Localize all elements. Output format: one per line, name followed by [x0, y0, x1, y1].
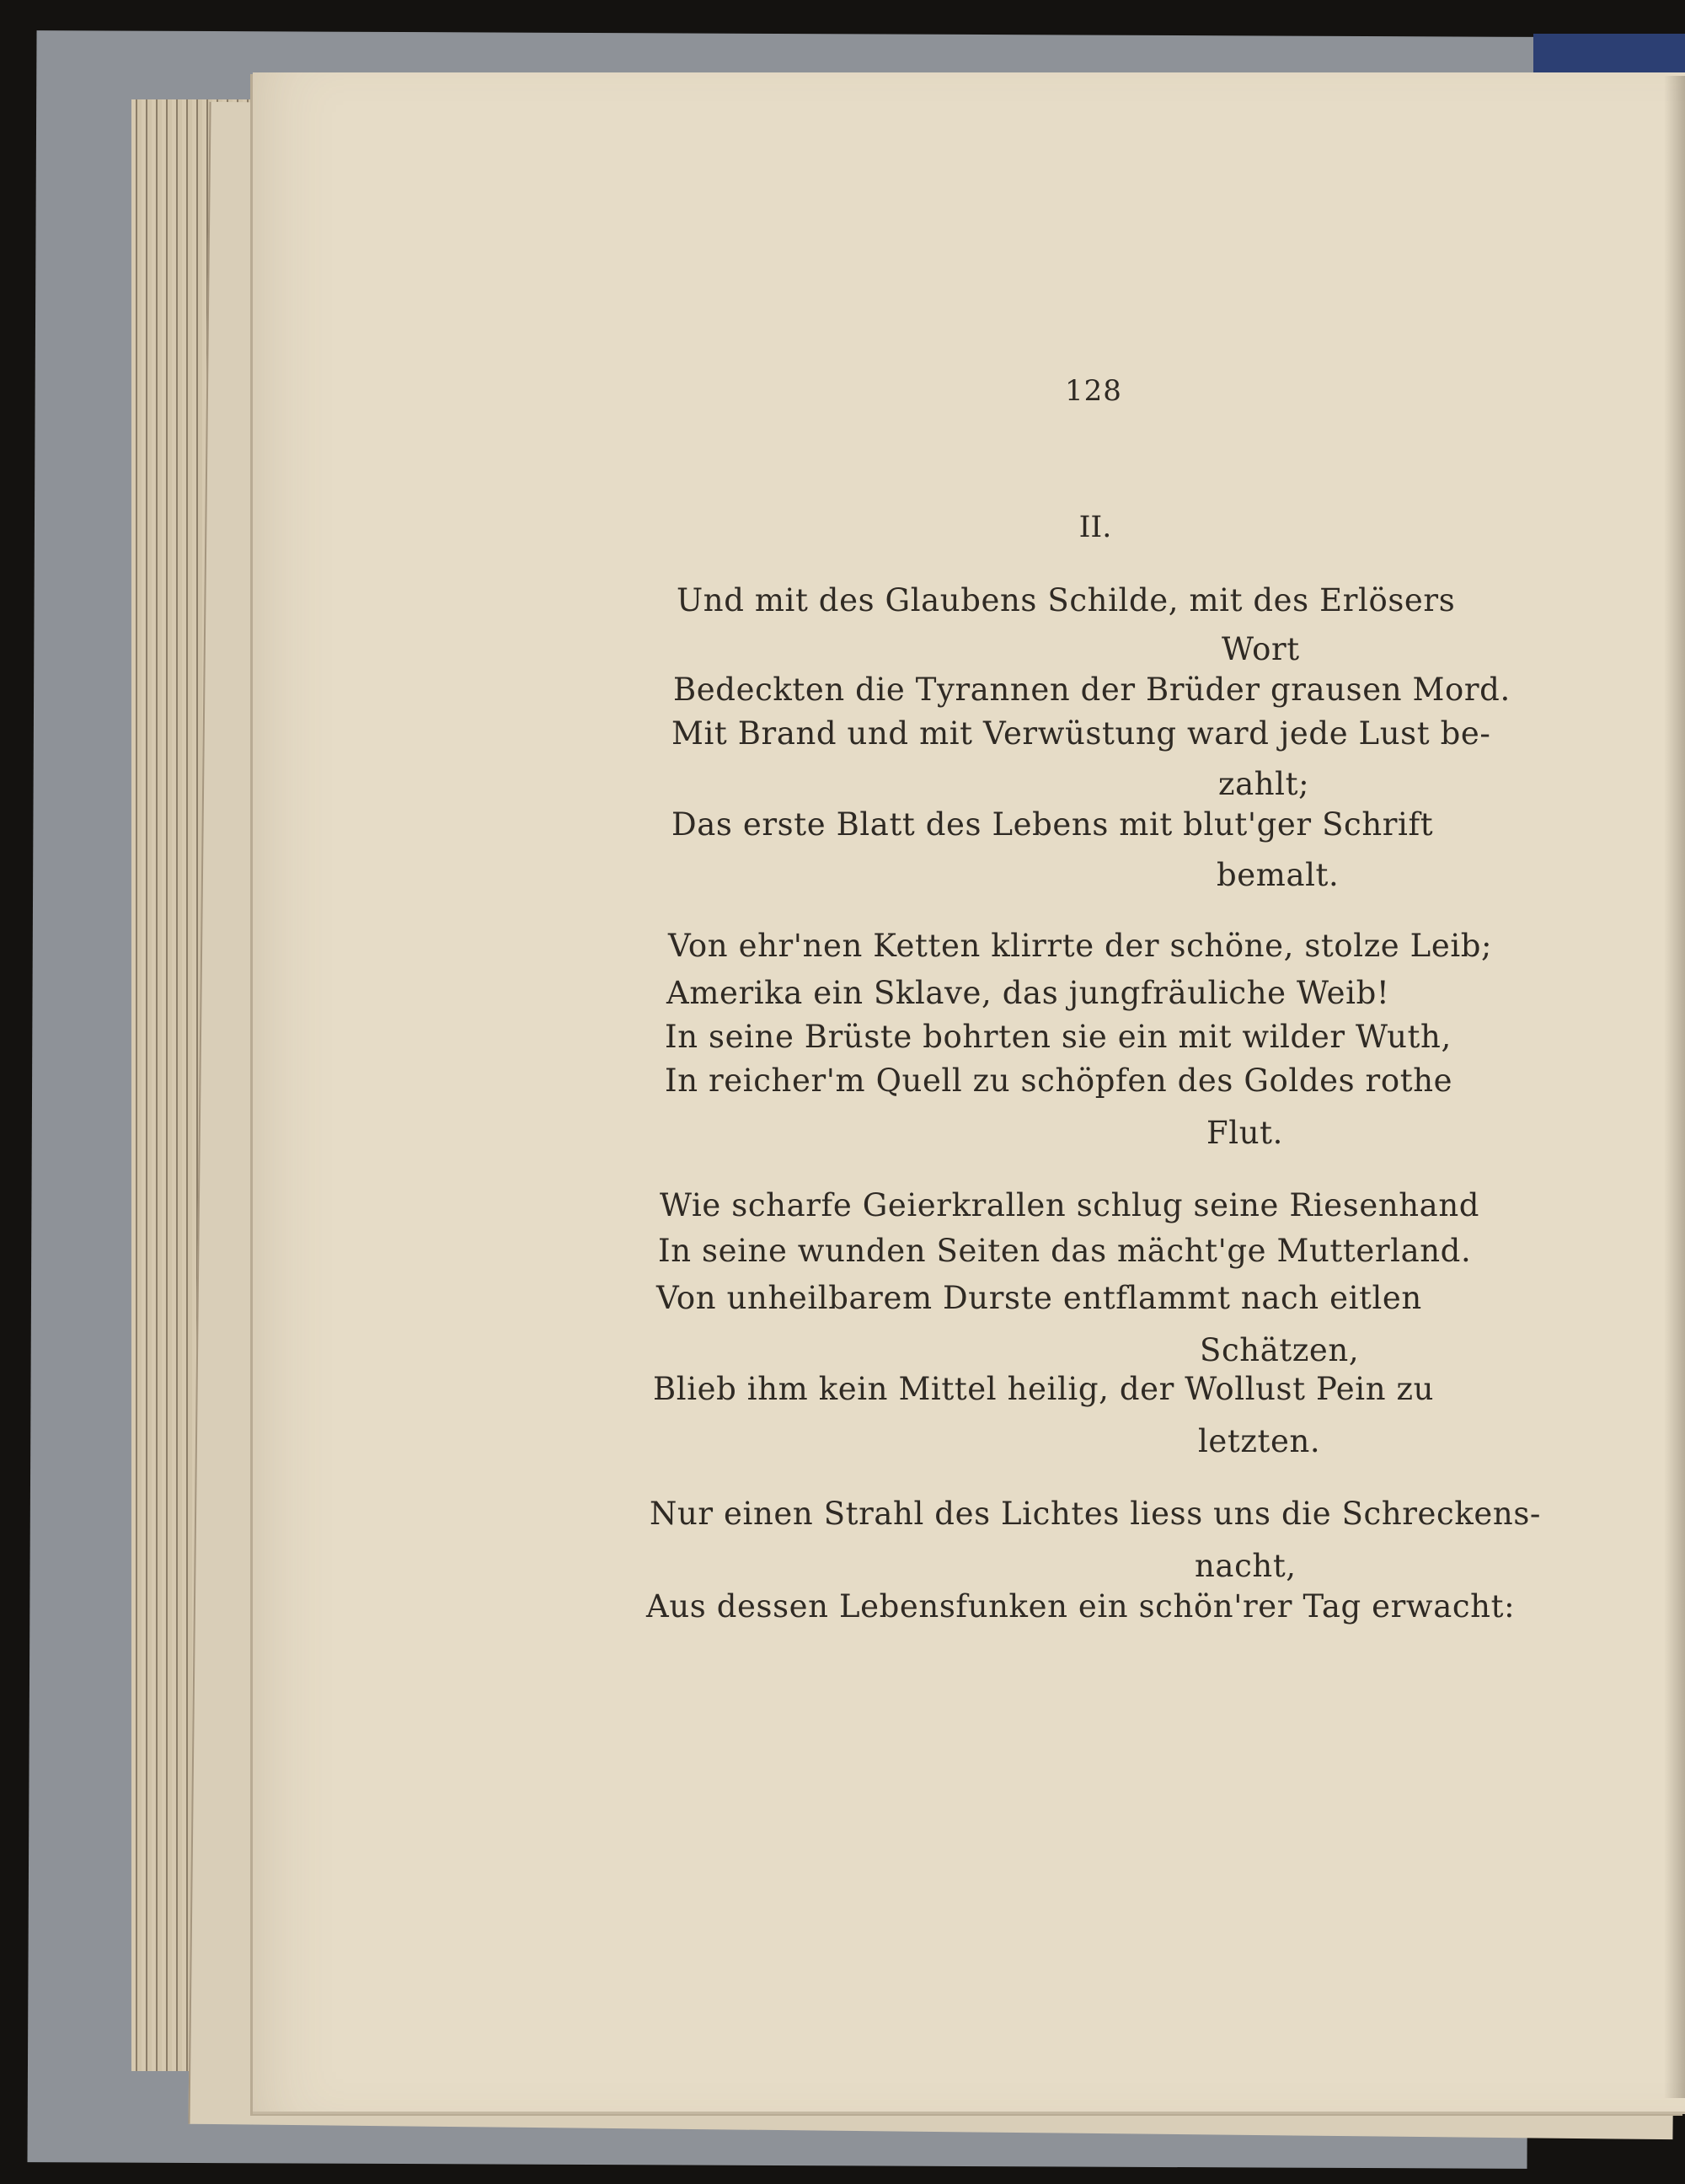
- poem-line-continuation: Wort: [1222, 631, 1300, 667]
- page-number: 128: [1065, 374, 1122, 408]
- poem-line: Von ehr'nen Ketten klirrte der schöne, stolze Leib;: [668, 928, 1493, 964]
- poem-line-continuation: Schätzen,: [1200, 1332, 1360, 1368]
- poem-line: Das erste Blatt des Lebens mit blut'ger Schrift: [671, 806, 1434, 843]
- poem-line: In seine wunden Seiten das mächt'ge Mutterland.: [658, 1233, 1472, 1269]
- poem-line: Nur einen Strahl des Lichtes liess uns die Schreckens-: [650, 1496, 1542, 1532]
- poem-line-continuation: letzten.: [1198, 1423, 1321, 1459]
- poem-line: Mit Brand und mit Verwüstung ward jede Lust be-: [671, 715, 1491, 752]
- poem-line: Amerika ein Sklave, das jungfräuliche Weib!: [666, 975, 1390, 1011]
- poem-line-continuation: zahlt;: [1218, 766, 1310, 802]
- poem-line: Aus dessen Lebensfunken ein schön'rer Tag erwacht:: [646, 1588, 1516, 1625]
- poem-line-continuation: nacht,: [1195, 1548, 1297, 1584]
- section-heading: II.: [1078, 511, 1112, 544]
- poem-line-continuation: Flut.: [1206, 1115, 1283, 1151]
- poem-line: Blieb ihm kein Mittel heilig, der Wollust Pein zu: [653, 1371, 1435, 1407]
- poem-line: In reicher'm Quell zu schöpfen des Goldes rothe: [665, 1063, 1453, 1099]
- poem-line: Wie scharfe Geierkrallen schlug seine Riesenhand: [660, 1187, 1480, 1223]
- poem-line: In seine Brüste bohrten sie ein mit wilder Wuth,: [665, 1019, 1452, 1055]
- poem-line: Bedeckten die Tyrannen der Brüder grausen Mord.: [673, 672, 1511, 708]
- poem-line: Und mit des Glaubens Schilde, mit des Erlösers: [677, 582, 1456, 618]
- poem-line: Von unheilbarem Durste entflammt nach eitlen: [656, 1280, 1422, 1316]
- poem-line-continuation: bemalt.: [1217, 857, 1340, 893]
